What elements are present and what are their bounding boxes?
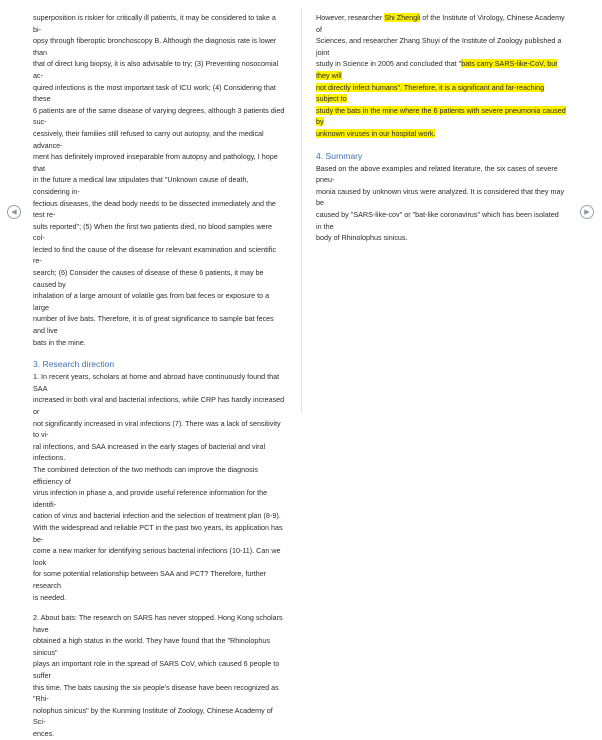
right-column [316, 12, 566, 244]
text-line: bats in the mine. [33, 337, 86, 347]
section-heading-research-direction: 3. Research direction [33, 359, 115, 370]
text-line [316, 82, 566, 105]
summary-paragraph [316, 163, 566, 244]
text-line: sults reported"; (5) When the first two patients died, no blood samples were col- [33, 221, 273, 243]
chevron-right-icon: ▶ [584, 208, 590, 216]
highlight-quote: study the bats in the mine where the 6 patients with severe pneumonia caused by [316, 105, 566, 127]
text-line: this time. The bats causing the six people's disease have been recognized as "Rhi- [33, 682, 279, 704]
text-line: is needed. [33, 592, 67, 602]
text-line: obtained a high status in the world. They have found that the "Rhinolophus sinicus" [33, 636, 270, 657]
text-line: quired infections is the most important task of ICU work; (4) Considering that these [33, 82, 276, 104]
text-line: that of direct lung biopsy, it is also advisable to try; (3) Preventing nosocomial ac- [33, 59, 279, 80]
text-line: fectious diseases, the dead body needs to be dissected immediately and the test re- [33, 198, 276, 220]
left-column [33, 12, 285, 740]
highlight-quote: not directly infect humans". Therefore, it is a significant and far-reaching subject to [316, 82, 545, 104]
text-line: monia caused by unknown virus were analyzed. It is considered that they may be [316, 186, 565, 208]
text-line: opsy through fiberoptic bronchoscopy B. Although the diagnosis rate is lower than [33, 36, 277, 57]
text-line: number of live bats. Therefore, it is of great significance to sample bat feces and live [33, 314, 274, 336]
text-line: The combined detection of the two methods can improve the diagnosis efficiency of [33, 464, 258, 486]
text-line: inhalation of a large amount of volatile gas from bat feces or exposure to a large [33, 291, 270, 312]
highlight-shi-zhengli: Shi Zhengli [384, 13, 421, 22]
text-line: caused by "SARS-like-cov" or "bat-like coronavirus" which has been isolated in the [316, 209, 559, 231]
text-line: 2. About bats: The research on SARS has never stopped. Hong Kong scholars have [33, 613, 283, 634]
text-line: nolophus sinicus" by the Kunming Institute of Zoology, Chinese Academy of Sci- [33, 705, 273, 727]
text-line: 1. In recent years, scholars at home and abroad have continuously found that SAA [33, 372, 280, 393]
text-line: study in Science in 2005 and concluded that "bats carry SARS-like-CoV, but they will [316, 59, 558, 80]
text-line: lected to find the cause of the disease for relevant examination and scientific re- [33, 244, 276, 266]
text-line: search; (6) Consider the causes of disease of these 6 patients, it may be caused by [33, 268, 264, 289]
text-line: plays an important role in the spread of SARS CoV, which caused 6 people to suffer [33, 659, 280, 681]
text-line: 6 patients are of the same disease of varying degrees, although 3 patients died suc- [33, 105, 285, 127]
highlight-quote: unknown viruses in our hospital work. [316, 128, 436, 138]
highlight-quote: bats carry SARS-like-CoV, but they will [316, 59, 558, 80]
text-line: virus infection in phase a, and provide useful reference information for the identifi- [33, 488, 268, 509]
text-line: not significantly increased in viral infections (7). There was a lack of sensitivity to vi- [33, 418, 281, 440]
text-line: cessively, their families still refused to carry out autopsy, and the medical advance- [33, 128, 264, 150]
intro-paragraph [33, 12, 285, 348]
text-line: body of Rhinolophus sinicus. [316, 233, 408, 243]
text-line: However, researcher Shi Zhengli of the Institute of Virology, Chinese Academy of [316, 13, 565, 34]
previous-page-button[interactable] [7, 205, 21, 219]
next-page-button[interactable] [580, 205, 594, 219]
text-line: in the future a medical law stipulates that "Unknown cause of death, considering in- [33, 175, 249, 196]
text-line: ral infections, and SAA increased in the early stages of bacterial and viral infections. [33, 441, 266, 463]
text-line: superposition is riskier for critically ill patients, it may be considered to take a bi- [33, 13, 276, 34]
text-line: cation of virus and bacterial infection and the selection of treatment plan (8-9). [33, 511, 281, 521]
text-line [316, 128, 566, 140]
text-line: With the widespread and reliable PCT in the past two years, its application has be- [33, 522, 283, 544]
page-divider [301, 8, 302, 413]
text-line: for some potential relationship between SAA and PCT? Therefore, further research [33, 569, 267, 590]
text-line: ences. [33, 729, 55, 739]
text-line: increased in both viral and bacterial infections, while CRP has hardly increased or [33, 395, 285, 416]
research-paragraph-2 [33, 612, 285, 740]
section-heading-summary: 4. Summary [316, 150, 363, 161]
text-line: Sciences, and researcher Zhang Shuyi of the Institute of Zoology published a joint [316, 36, 562, 57]
highlighted-paragraph [316, 12, 566, 140]
text-line [316, 105, 566, 128]
text-line: come a new marker for identifying serious bacterial infections (10-11). Can we look [33, 546, 281, 567]
text-line: Based on the above examples and related literature, the six cases of severe pneu- [316, 163, 558, 185]
research-paragraph-1 [33, 371, 285, 603]
text-line: ment has definitely improved inseparable from autopsy and pathology, I hope that [33, 152, 278, 173]
chevron-left-icon: ◀ [11, 208, 17, 216]
